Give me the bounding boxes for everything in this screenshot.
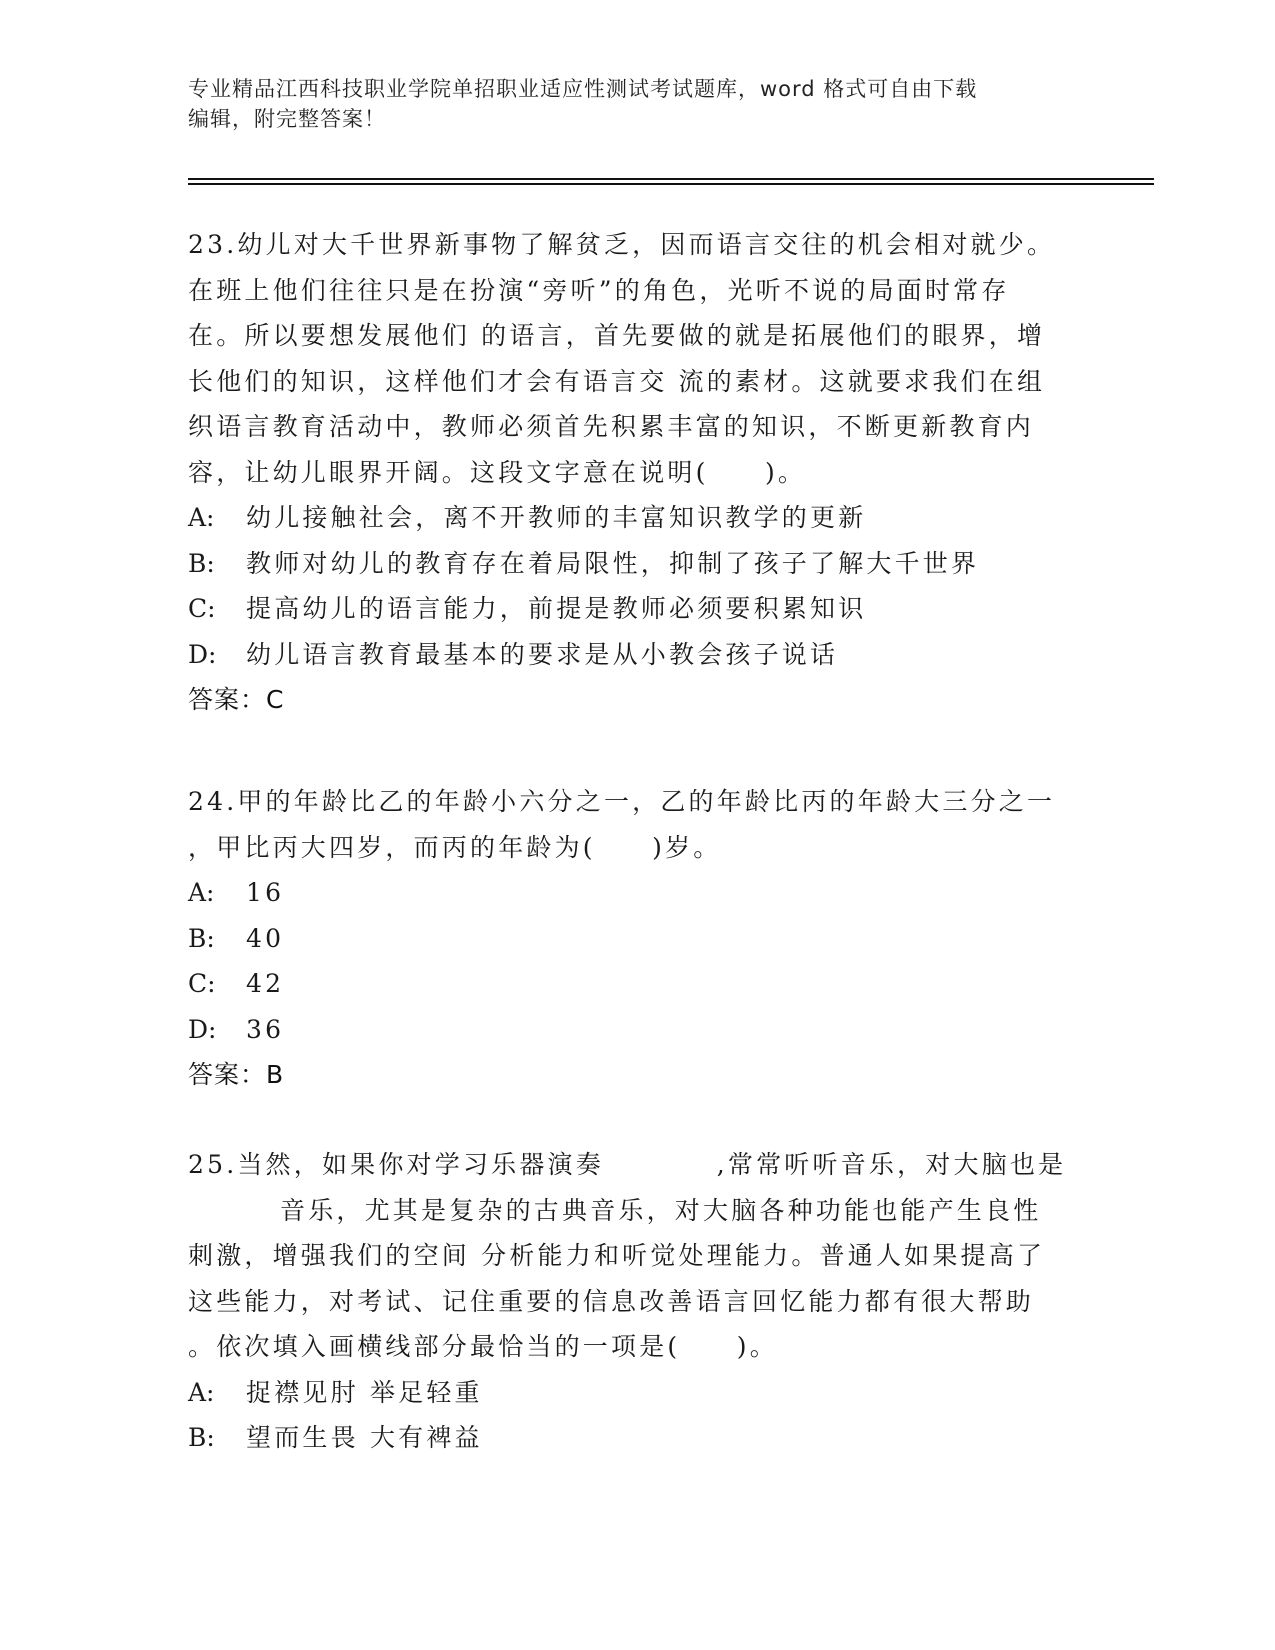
- option-text: 捉襟见肘 举足轻重: [246, 1377, 483, 1407]
- answer: 答案：B: [188, 1060, 285, 1089]
- option-a: [188, 870, 1073, 916]
- question-25: [188, 1142, 1073, 1461]
- option-b: [188, 916, 1073, 962]
- stem-line: 在。所以要想发展他们 的语言，首先要做的就是拓展他们的眼界，增: [188, 321, 1046, 350]
- option-text: 教师对幼儿的教育存在着局限性，抑制了孩子了解大千世界: [246, 548, 980, 578]
- stem-line: 音乐，尤其是复杂的古典音乐，对大脑各种功能也能产生良性: [280, 1195, 1042, 1225]
- stem-line: 。依次填入画横线部分最恰当的一项是( )。: [188, 1332, 778, 1361]
- header-line-1: 专业精品江西科技职业学院单招职业适应性测试考试题库，word 格式可自由下载: [188, 77, 978, 101]
- option-text: 16: [246, 878, 285, 907]
- option-c: [188, 586, 1073, 632]
- option-text: 42: [246, 969, 285, 998]
- option-a: [188, 495, 1073, 541]
- option-d: [188, 1007, 1073, 1053]
- question-stem: [188, 222, 1073, 495]
- option-label: A:: [188, 1377, 215, 1407]
- stem-line: 容，让幼儿眼界开阔。这段文字意在说明( )。: [188, 457, 807, 487]
- option-d: [188, 632, 1073, 678]
- header-rule-top: [188, 178, 1154, 180]
- question-24: [188, 779, 1073, 1098]
- option-text: 望而生畏 大有裨益: [246, 1423, 483, 1452]
- stem-line: ，甲比丙大四岁，而丙的年龄为( )岁。: [188, 832, 722, 862]
- stem-line: 24.甲的年龄比乙的年龄小六分之一，乙的年龄比丙的年龄大三分之一: [188, 787, 1056, 816]
- option-label: D:: [188, 1014, 217, 1044]
- option-label: B:: [188, 1423, 215, 1452]
- option-text: 幼儿语言教育最基本的要求是从小教会孩子说话: [246, 639, 839, 669]
- option-a: [188, 1370, 1073, 1416]
- option-b: [188, 1415, 1073, 1461]
- option-label: D:: [188, 639, 217, 669]
- option-b: [188, 541, 1073, 587]
- stem-line: 这些能力，对考试、记住重要的信息改善语言回忆能力都有很大帮助: [188, 1286, 1035, 1316]
- stem-line: 在班上他们往往只是在扮演“旁听”的角色，光听不说的局面时常存: [188, 275, 1010, 305]
- option-text: 40: [246, 923, 285, 953]
- option-label: C:: [188, 969, 216, 998]
- stem-line: 23.幼儿对大千世界新事物了解贫乏，因而语言交往的机会相对就少。: [188, 230, 1056, 259]
- header-rule-bottom: [188, 183, 1154, 185]
- question-23: [188, 222, 1073, 723]
- option-label: A:: [188, 503, 215, 532]
- question-stem: [188, 1142, 1073, 1370]
- document-header: [188, 74, 1088, 134]
- option-label: A:: [188, 878, 215, 907]
- stem-line: 25.当然，如果你对学习乐器演奏 ,常常听听音乐，对大脑也是: [188, 1150, 1067, 1179]
- option-label: B:: [188, 923, 215, 953]
- stem-line: 织语言教育活动中，教师必须首先积累丰富的知识，不断更新教育内: [188, 412, 1035, 441]
- question-stem: [188, 779, 1073, 870]
- option-text: 幼儿接触社会，离不开教师的丰富知识教学的更新: [246, 503, 867, 532]
- option-c: [188, 961, 1073, 1007]
- stem-line: 刺激，增强我们的空间 分析能力和听觉处理能力。普通人如果提高了: [188, 1241, 1046, 1270]
- option-text: 提高幼儿的语言能力，前提是教师必须要积累知识: [246, 594, 867, 623]
- answer: 答案：C: [188, 685, 285, 714]
- stem-line: 长他们的知识，这样他们才会有语言交 流的素材。这就要求我们在组: [188, 366, 1046, 396]
- option-text: 36: [246, 1014, 285, 1044]
- option-label: B:: [188, 548, 215, 578]
- option-label: C:: [188, 594, 216, 623]
- header-line-2: 编辑，附完整答案！: [188, 107, 386, 131]
